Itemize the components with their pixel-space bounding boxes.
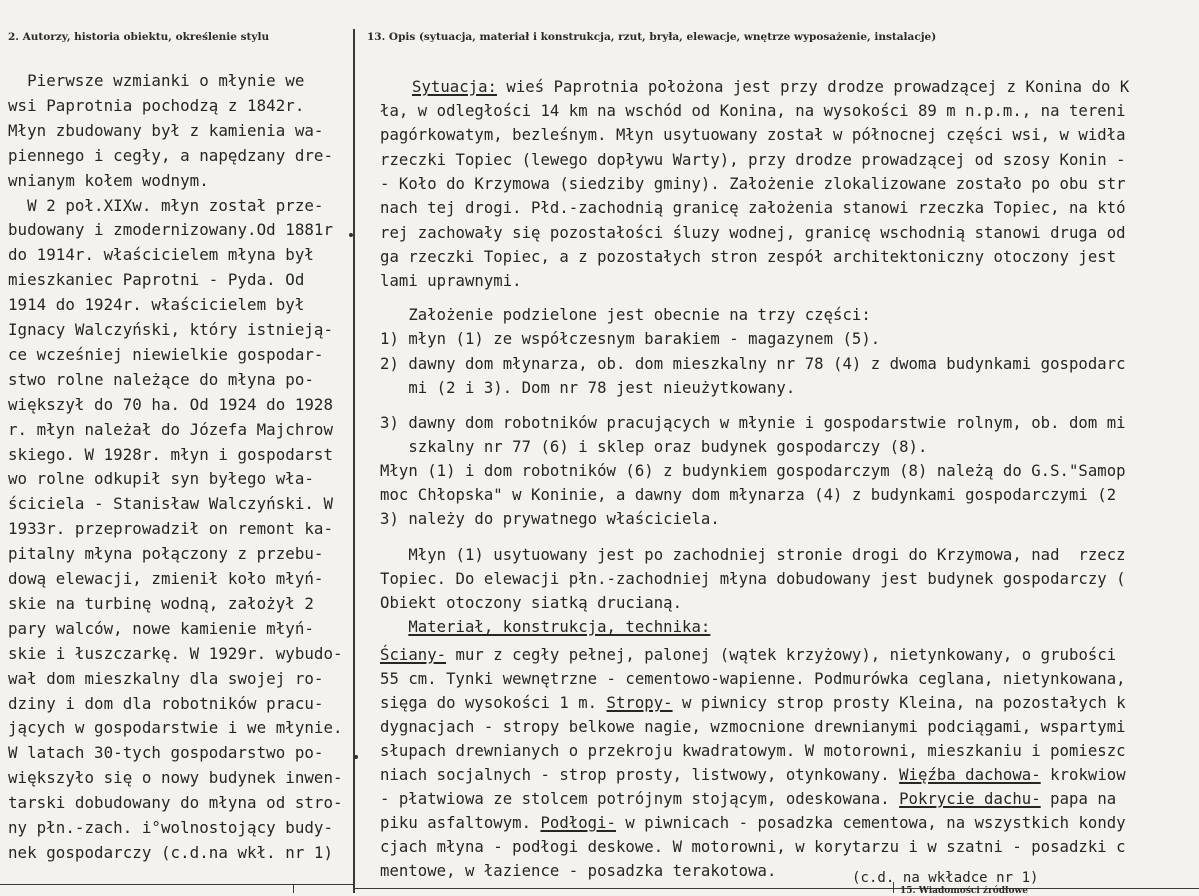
stropy-line <box>380 694 1126 712</box>
left-text-line: nek gospodarczy (c.d.na wkł. nr 1) <box>8 842 334 862</box>
sciany-label: Ściany- <box>380 646 447 664</box>
left-text-line: tarski dobudowany do młyna od stro- <box>8 793 343 813</box>
right-text-line: rej zachowały się pozostałości śluzy wodnej, granicę wschodnią stanowi druga od <box>380 223 1126 242</box>
right-text-line: nach tej drogi. Płd.-zachodnią granicę założenia stanowi rzeczka Topiec, na któ <box>380 199 1126 218</box>
column-divider <box>353 29 355 893</box>
right-text-line: 3) należy do prywatnego właściciela. <box>380 510 720 528</box>
right-text-line: mi (2 i 3). Dom nr 78 jest nieużytkowany. <box>380 378 796 397</box>
pokrycie-after: papa na <box>1040 790 1117 808</box>
pokrycie-label: Pokrycie dachu- <box>899 790 1041 808</box>
podlogi-label: Podłogi- <box>540 814 616 832</box>
left-text-line: skie na turbinę wodną, założył 2 <box>8 593 314 613</box>
bottom-tick-left <box>293 884 294 893</box>
left-section-header: 2. Autorzy, historia obiektu, określenie stylu <box>8 31 270 43</box>
left-text-line: do 1914r. właścicielem młyna był <box>8 245 314 265</box>
podlogi-before: piku asfaltowym. <box>380 814 541 832</box>
line-55cm: 55 cm. Tynki wewnętrzne - cementowo-wapienne. Podmurówka ceglana, nietynkowana, <box>380 670 1126 688</box>
left-text-line: jących w gospodarstwie i we młynie. <box>8 718 343 738</box>
right-text-line: Młyn (1) i dom robotników (6) z budynkiem gospodarczym (8) należą do G.S."Samop <box>380 462 1126 480</box>
podlogi-after: w piwnicach - posadzka cementowa, na wszystkich kondy <box>615 814 1126 832</box>
left-text-line: piennego i cegły, a napędzany dre- <box>8 145 334 165</box>
left-text-line: pary walców, nowe kamienie młyń- <box>8 618 314 638</box>
right-text-line: szkalny nr 77 (6) i sklep oraz budynek gospodarczy (8). <box>380 438 928 456</box>
left-text-line: 1914 do 1924r. właścicielem był <box>8 295 305 315</box>
wiezba-line <box>380 766 1126 784</box>
left-text-line: wo rolne odkupił syn byłego wła- <box>8 469 314 489</box>
left-text-line: większyło się o nowy budynek inwen- <box>8 768 343 788</box>
right-section-header: 13. Opis (sytuacja, materiał i konstrukcja, rzut, bryła, elewacje, wnętrze wyposażenie, instalacje) <box>367 31 937 43</box>
sytuacja-line <box>412 78 1129 96</box>
continuation-note: (c.d. na wkładce nr 1) <box>852 870 1039 886</box>
next-section-header: 15. Wiadomości źródłowe <box>900 886 1028 896</box>
right-text-line: 1) młyn (1) ze współczesnym barakiem - magazynem (5). <box>380 330 881 349</box>
left-text-line: stwo rolne należące do młyna po- <box>8 369 314 389</box>
left-text-line: większył do 70 ha. Od 1924 do 1928 <box>8 394 334 414</box>
left-text-line: dową elewacji, zmienił koło młyń- <box>8 569 324 588</box>
right-text-line: 3) dawny dom robotników pracujących w młynie i gospodarstwie rolnym, ob. dom mi <box>380 414 1126 432</box>
right-text-line: Topiec. Do elewacji płn.-zachodniej młyna dobudowany jest budynek gospodarczy ( <box>380 570 1126 588</box>
left-text-line: r. młyn należał do Józefa Majchrow <box>8 419 334 439</box>
bottom-left-rule <box>0 884 353 885</box>
left-text-line: pitalny młyna połączony z przebu- <box>8 544 324 564</box>
left-text-line: skie i łuszczarkę. W 1929r. wybudo- <box>8 643 343 663</box>
left-text-line: Pierwsze wzmianki o młynie we <box>8 71 305 90</box>
line-cjach: cjach młyna - podłogi deskowe. W motorowni, w korytarzu i w szatni - posadzki c <box>380 838 1126 856</box>
left-text-line: ce wcześniej niewielkie gospodar- <box>8 344 324 364</box>
bottom-right-rule <box>355 888 1199 889</box>
left-text-line: 1933r. przeprowadził on remont ka- <box>8 519 334 539</box>
margin-dot <box>349 233 353 237</box>
sytuacja-heading: Sytuacja: <box>412 78 497 96</box>
left-text-line: ny płn.-zach. i°wolnostojący budy- <box>8 818 334 837</box>
line-mentowe: mentowe, w łazience - posadzka terakotowa. <box>380 862 777 880</box>
line-dygnacjach: dygnacjach - stropy belkowe nagie, wzmocnione drewnianymi podciągami, wspartymi <box>380 718 1126 736</box>
right-text-line: Młyn (1) usytuowany jest po zachodniej stronie drogi do Krzymowa, nad rzecz <box>380 546 1126 564</box>
left-text-line: W 2 poł.XIXw. młyn został prze- <box>8 195 324 215</box>
right-text-line: Założenie podzielone jest obecnie na trzy części: <box>380 306 871 324</box>
left-text-line: mieszkaniec Paprotni - Pyda. Od <box>8 270 305 290</box>
left-text-line: Młyn zbudowany był z kamienia wa- <box>8 120 324 140</box>
right-text-line: 2) dawny dom młynarza, ob. dom mieszkalny nr 78 (4) z dwoma budynkami gospodarc <box>380 354 1126 373</box>
stropy-after: w piwnicy strop prosty Kleina, na pozostałych k <box>672 694 1126 712</box>
left-text-line: wsi Paprotnia pochodzą z 1842r. <box>8 95 305 115</box>
stropy-label: Stropy- <box>606 694 673 712</box>
stropy-before: sięga do wysokości 1 m. <box>380 694 607 712</box>
left-text-line: wał dom mieszkalny dla swojej ro- <box>8 668 324 688</box>
sytuacja-text: wieś Paprotnia położona jest przy drodze prowadzącej z Konina do K <box>496 78 1130 96</box>
wiezba-after: krokwiow <box>1040 766 1126 784</box>
material-heading-line <box>380 618 710 636</box>
right-text-line: rzeczki Topiec (lewego dopływu Warty), przy drodze prowadzącej od szosy Konin - <box>380 150 1126 169</box>
sciany-line <box>380 646 1116 664</box>
left-text-line: skiego. W 1928r. młyn i gospodarst <box>8 444 334 464</box>
left-text-line: Ignacy Walczyński, który istnieją- <box>8 320 334 339</box>
right-text-line: - Koło do Krzymowa (siedziby gminy). Założenie zlokalizowane zostało po obu str <box>380 174 1126 193</box>
wiezba-label: Więźba dachowa- <box>899 766 1041 784</box>
pokrycie-line <box>380 790 1116 808</box>
left-text-line: dziny i dom dla robotników pracu- <box>8 693 324 713</box>
left-text-line: W latach 30-tych gospodarstwo po- <box>8 743 324 763</box>
pokrycie-before: - płatwiowa ze stolcem potrójnym stojącym, odeskowana. <box>380 790 900 808</box>
sciany-text: mur z cegły pełnej, palonej (wątek krzyżowy), nietynkowany, o grubości <box>446 646 1117 664</box>
podlogi-line <box>380 814 1126 832</box>
right-text-line: moc Chłopska" w Koninie, a dawny dom młynarza (4) z budynkami gospodarczymi (2 <box>380 486 1117 504</box>
material-heading: Materiał, konstrukcja, technika: <box>408 618 711 636</box>
left-text-line: budowany i zmodernizowany.Od 1881r <box>8 220 334 240</box>
left-text-line: wnianym kołem wodnym. <box>8 170 209 190</box>
right-text-line: pagórkowatym, bezleśnym. Młyn usytuowany został w północnej części wsi, w widła <box>380 126 1126 145</box>
left-text-line: ściciela - Stanisław Walczyński. W <box>8 494 334 514</box>
wiezba-before: niach socjalnych - strop prosty, listwowy, otynkowany. <box>380 766 900 784</box>
right-text-line: Obiekt otoczony siatką drucianą. <box>380 594 683 612</box>
right-text-line: lami uprawnymi. <box>380 272 522 291</box>
line-slupach: słupach drewnianych o przekroju kwadratowym. W motorowni, mieszkaniu i pomieszc <box>380 742 1126 760</box>
right-text-line: ga rzeczki Topiec, a z pozostałych stron zespół architektoniczny otoczony jest <box>380 247 1117 266</box>
margin-dot <box>354 755 358 759</box>
right-text-line: ła, w odległości 14 km na wschód od Konina, na wysokości 89 m n.p.m., na tereni <box>380 102 1126 120</box>
